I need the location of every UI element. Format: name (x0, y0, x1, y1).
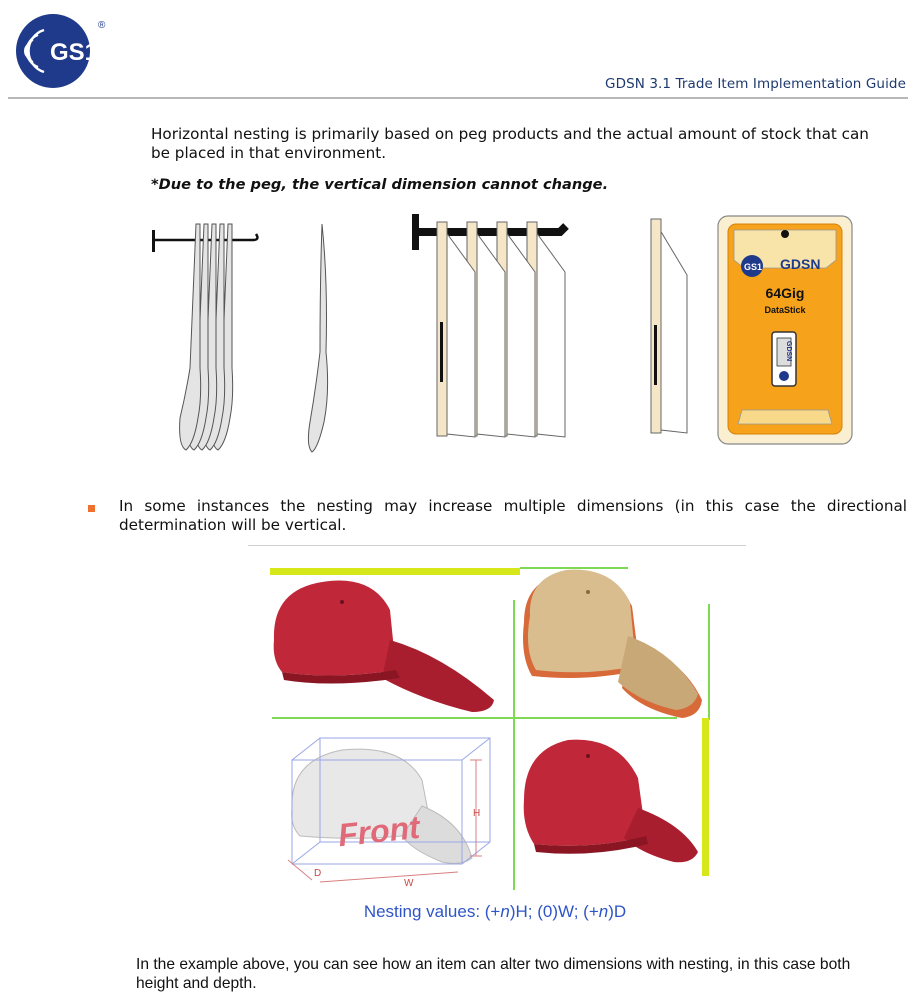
datastick-name: DataStick (764, 305, 806, 315)
nested-hang-tags-illustration (410, 212, 580, 448)
peg-note: *Due to the peg, the vertical dimension cannot change. (151, 176, 609, 193)
datastick-package-illustration (716, 214, 854, 446)
guide-title: GDSN 3.1 Trade Item Implementation Guide (605, 76, 906, 92)
red-cap-top-left (274, 581, 494, 712)
gs1-logo (14, 12, 124, 90)
figure-top-divider (248, 545, 746, 546)
red-cap-bottom-right (524, 740, 698, 863)
logo-registered-mark: ® (98, 20, 106, 31)
multiple-dimensions-bullet: In some instances the nesting may increase multiple dimensions (in this case the directional determination will be vertical. (119, 497, 907, 534)
caption-suffix: )D (608, 902, 627, 921)
front-label: Front (336, 808, 422, 854)
bullet-marker (88, 505, 95, 512)
nested-tan-cap-top-right (523, 570, 702, 718)
single-hang-tag-illustration (645, 215, 695, 443)
header-divider (8, 97, 908, 99)
datastick-capacity: 64Gig (765, 285, 805, 301)
single-fork-illustration (298, 222, 348, 458)
nested-forks-illustration (148, 218, 268, 458)
caption-n-depth: n (598, 902, 609, 921)
datastick-logo-text: GS1 (744, 262, 763, 272)
logo-text: GS1 (50, 39, 99, 66)
caption-prefix: Nesting values: (+ (363, 902, 501, 921)
height-label: H (473, 808, 481, 819)
cap-nesting-figure (262, 560, 722, 900)
white-cap-with-dimensions (288, 738, 490, 889)
example-explanation-paragraph: In the example above, you can see how an item can alter two dimensions with nesting, in this case both height and depth. (136, 956, 851, 992)
depth-label: D (314, 868, 322, 879)
caption-middle: )H; (0)W; (+ (509, 902, 599, 921)
caption-n-height: n (500, 902, 510, 921)
nesting-values-caption (270, 902, 720, 922)
datastick-side-text: GDSN (785, 341, 792, 362)
horizontal-nesting-paragraph: Horizontal nesting is primarily based on peg products and the actual amount of stock that can be placed in that environment. (151, 125, 869, 162)
datastick-brand: GDSN (780, 256, 821, 272)
width-label: W (404, 878, 414, 889)
